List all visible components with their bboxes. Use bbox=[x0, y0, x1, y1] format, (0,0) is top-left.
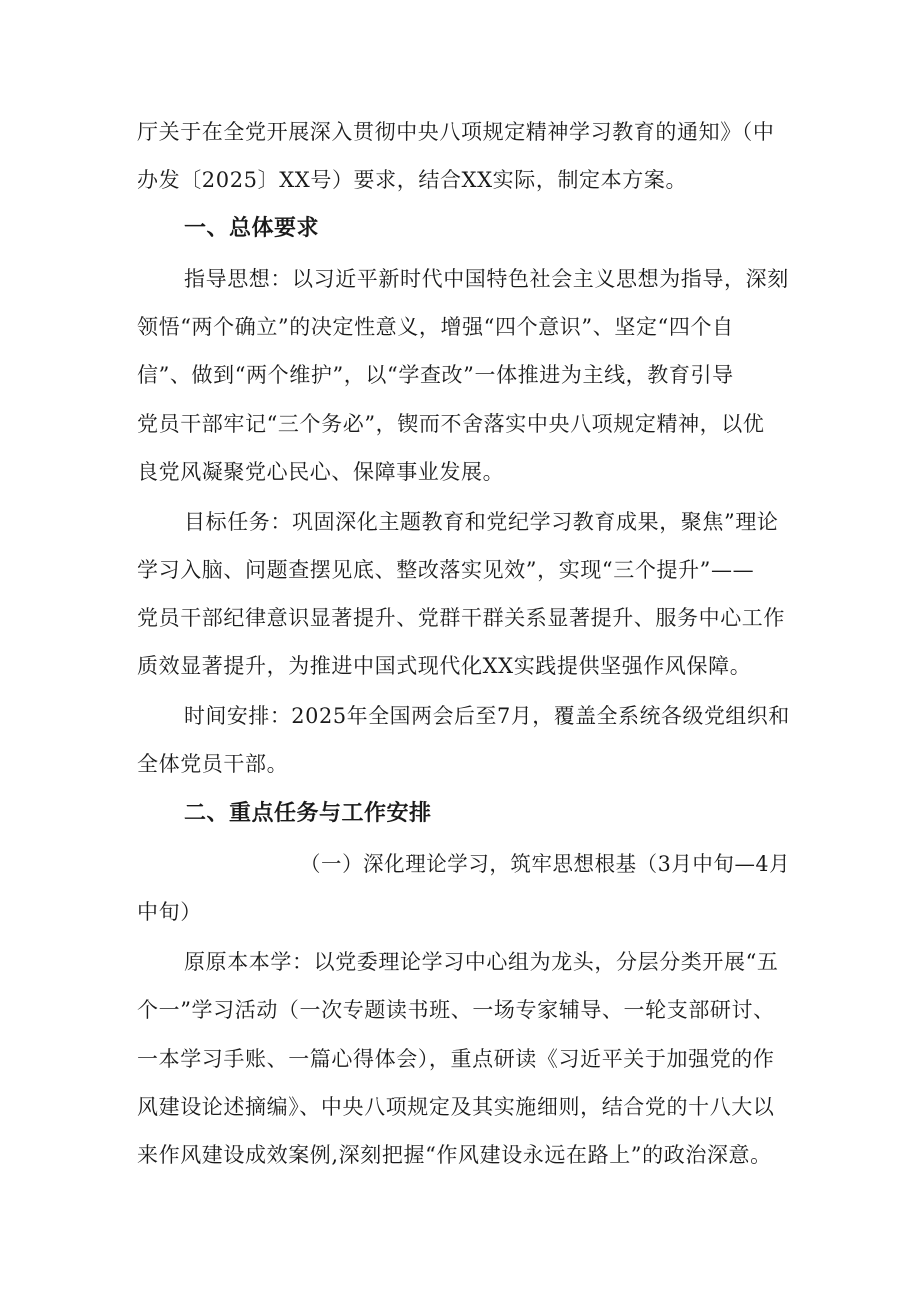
intro-line-2: 办发〔2025〕XX号）要求，结合XX实际，制定本方案。 bbox=[137, 168, 688, 192]
guiding-line-3: 信”、做到“两个维护”，以“学查改”一体推进为主线，教育引导 bbox=[137, 363, 734, 387]
study-line-2: 个一”学习活动（一次专题读书班、一场专家辅导、一轮支部研讨、 bbox=[137, 998, 775, 1022]
study-line-1: 原原本本学：以党委理论学习中心组为龙头，分层分类开展“五 bbox=[184, 950, 779, 974]
intro-line-1: 厅关于在全党开展深入贯彻中央八项规定精神学习教育的通知》（中 bbox=[137, 120, 775, 144]
goals-line-2: 学习入脑、问题查摆见底、整改落实见效”，实现“三个提升”—— bbox=[137, 558, 755, 582]
study-line-4: 风建设论述摘编》、中央八项规定及其实施细则，结合党的十八大以 bbox=[137, 1095, 775, 1119]
study-line-5: 来作风建设成效案例,深刻把握“作风建设永远在路上”的政治深意。 bbox=[137, 1143, 772, 1167]
section-2-heading: 二、重点任务与工作安排 bbox=[184, 801, 432, 826]
goals-line-1: 目标任务：巩固深化主题教育和党纪学习教育成果，聚焦”理论 bbox=[184, 510, 779, 534]
time-line-1: 时间安排：2025年全国两会后至7月，覆盖全系统各级党组织和 bbox=[184, 704, 790, 728]
section-1-heading: 一、总体要求 bbox=[184, 216, 320, 241]
guiding-line-4: 党员干部牢记“三个务必”，锲而不舍落实中央八项规定精神，以优 bbox=[137, 412, 765, 436]
subheading-line-1: （一）深化理论学习，筑牢思想根基（3月中旬—4月 bbox=[300, 852, 791, 876]
guiding-line-5: 良党风凝聚党心民心、保障事业发展。 bbox=[137, 460, 505, 484]
goals-line-3: 党员干部纪律意识显著提升、党群干群关系显著提升、服务中心工作 bbox=[137, 606, 785, 630]
guiding-line-2: 领悟“两个确立”的决定性意义，增强“四个意识”、坚定“四个自 bbox=[137, 315, 734, 339]
guiding-line-1: 指导思想：以习近平新时代中国特色社会主义思想为指导，深刻 bbox=[184, 267, 789, 291]
goals-line-4: 质效显著提升，为推进中国式现代化XX实践提供坚强作风保障。 bbox=[137, 654, 752, 678]
subheading-line-2: 中旬） bbox=[137, 900, 202, 924]
study-line-3: 一本学习手账、一篇心得体会），重点研读《习近平关于加强党的作 bbox=[137, 1047, 775, 1071]
time-line-2: 全体党员干部。 bbox=[137, 752, 289, 776]
